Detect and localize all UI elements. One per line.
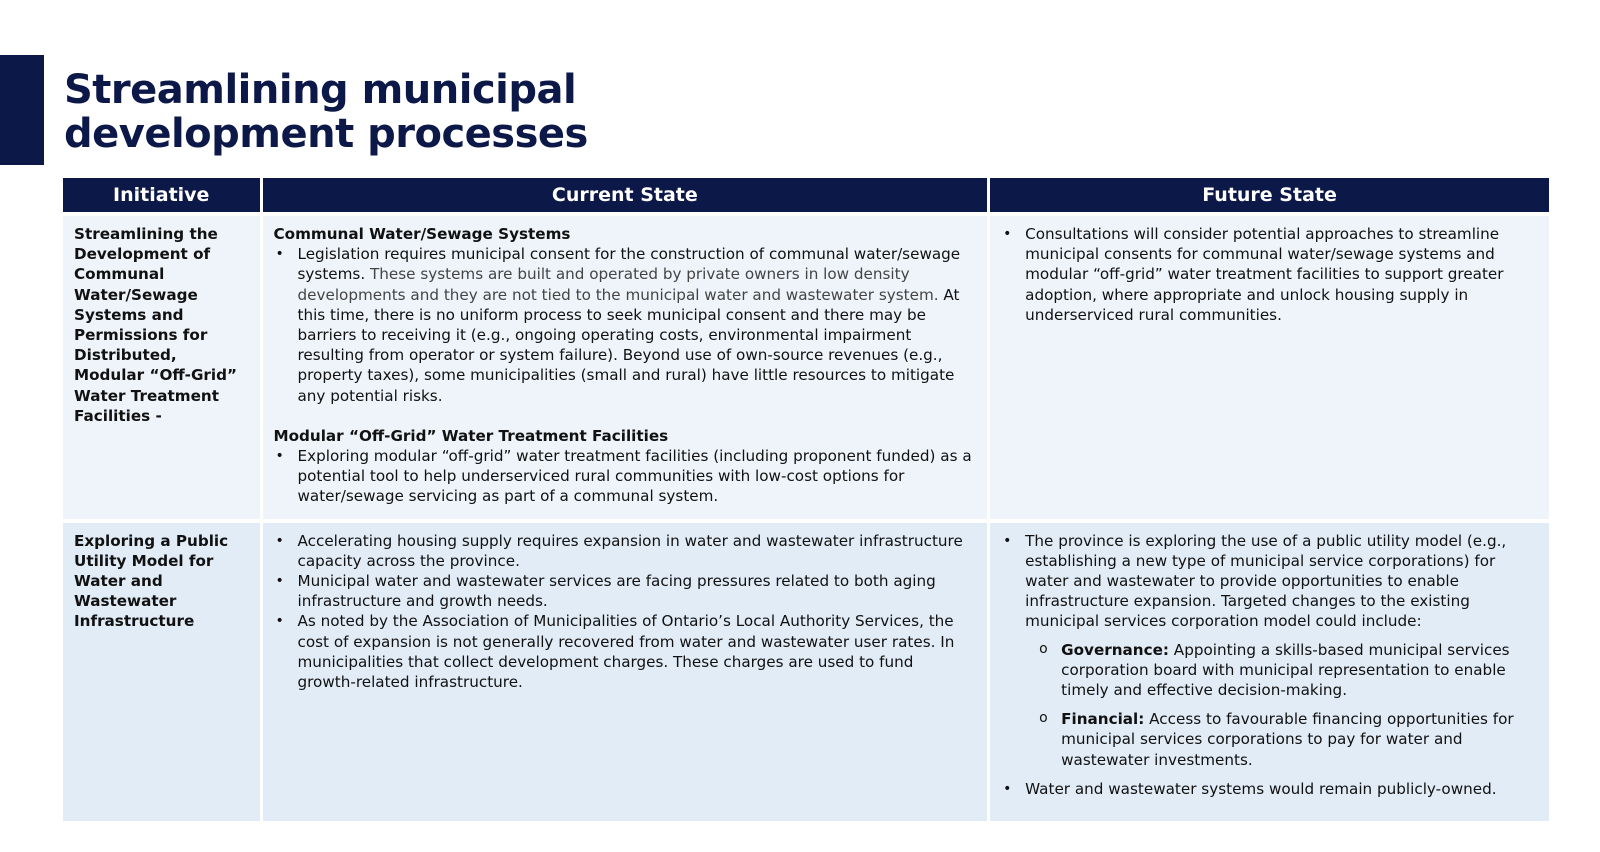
future-bullet-list [1001,531,1537,799]
initiatives-table [60,178,1552,821]
current-subheading: Communal Water/Sewage Systems [273,225,571,243]
current-state-cell [263,216,988,519]
bullet-text: The province is exploring the use of a public utility model (e.g., establishing a new type of municipal service corporations) for water and wastewater to provide opportunities to enable infrastructure expansion. Targeted changes to the existing municipal services corporation model could include: [1025,531,1507,631]
list-item [1001,531,1537,770]
table-row [63,523,1549,821]
sub-item-label: Governance: [1061,640,1169,659]
list-item: • Accelerating housing supply requires expansion in water and wastewater infrastructure capacity across the province. [274,531,976,571]
sub-item-label: Financial: [1061,710,1145,729]
future-state-cell [990,216,1549,519]
list-item: • As noted by the Association of Municipalities of Ontario’s Local Authority Services, the cost of expansion is not generally recovered from water and wastewater user rates. In municipalities that collect development charges. These charges are used to fund growth-related infrastructure. [274,611,976,692]
current-bullet-list [274,531,976,693]
page-title [64,68,588,156]
bullet-text: At this time, there is no uniform process to seek municipal consent and there may be barriers to receiving it (e.g., ongoing operating costs, environmental impairment resulting from operator or system failure). Beyond use of own-source revenues (e.g., property taxes), some municipalities (small and rural) have little resources to mitigate any potential risks. [297,285,960,405]
initiative-cell [63,216,260,519]
header-future-state: Future State [990,178,1549,212]
bullet-text: These systems are built and operated by private owners in low density developments and they are not tied to the municipal water and wastewater system. [297,265,939,304]
list-item [274,244,976,406]
table-header-row [63,178,1549,212]
current-subheading: Modular “Off-Grid” Water Treatment Facilities [273,426,669,445]
future-sub-list [1001,640,1537,770]
current-bullet-list [274,446,976,507]
list-item: • Consultations will consider potential approaches to streamline municipal consents for communal water/sewage systems and modular “off-grid” water treatment facilities to support greater adoption, where appropriate and unlock housing supply in underserviced rural communities. [1001,224,1537,325]
initiative-cell [63,523,260,821]
list-item: • Municipal water and wastewater services are facing pressures related to both aging infrastructure and growth needs. [274,571,976,611]
page-title-line-2: development processes [64,111,588,157]
sub-list-item [1001,709,1537,770]
initiative-title: Streamlining the Development of Communal Water/Sewage Systems and Permissions for Distributed, Modular “Off-Grid” Water Treatment Facilities - [74,225,237,425]
title-accent-bar [0,55,44,165]
table-row [63,216,1549,519]
list-item: • Exploring modular “off-grid” water treatment facilities (including proponent funded) as a potential tool to help underserviced rural communities with low-cost options for water/sewage servicing as part of a communal system. [274,446,976,507]
current-state-cell [263,523,988,821]
future-state-cell [990,523,1549,821]
header-current-state: Current State [263,178,988,212]
bullet-text: Legislation requires municipal consent for the construction of communal water/sewage systems. [297,245,961,284]
list-item: • Water and wastewater systems would remain publicly-owned. [1001,779,1537,799]
sub-item-text: Access to favourable financing opportunities for municipal services corporations to pay for water and wastewater investments. [1061,710,1514,769]
sub-list-item [1001,640,1537,701]
current-bullet-list [274,244,976,406]
header-initiative: Initiative [63,178,260,212]
initiative-title: Exploring a Public Utility Model for Water and Wastewater Infrastructure [74,531,229,631]
sub-item-text: Appointing a skills-based municipal services corporation board with municipal representation to enable timely and effective decision-making. [1061,640,1510,700]
future-bullet-list [1001,224,1537,325]
page-title-line-1: Streamlining municipal [64,67,577,113]
